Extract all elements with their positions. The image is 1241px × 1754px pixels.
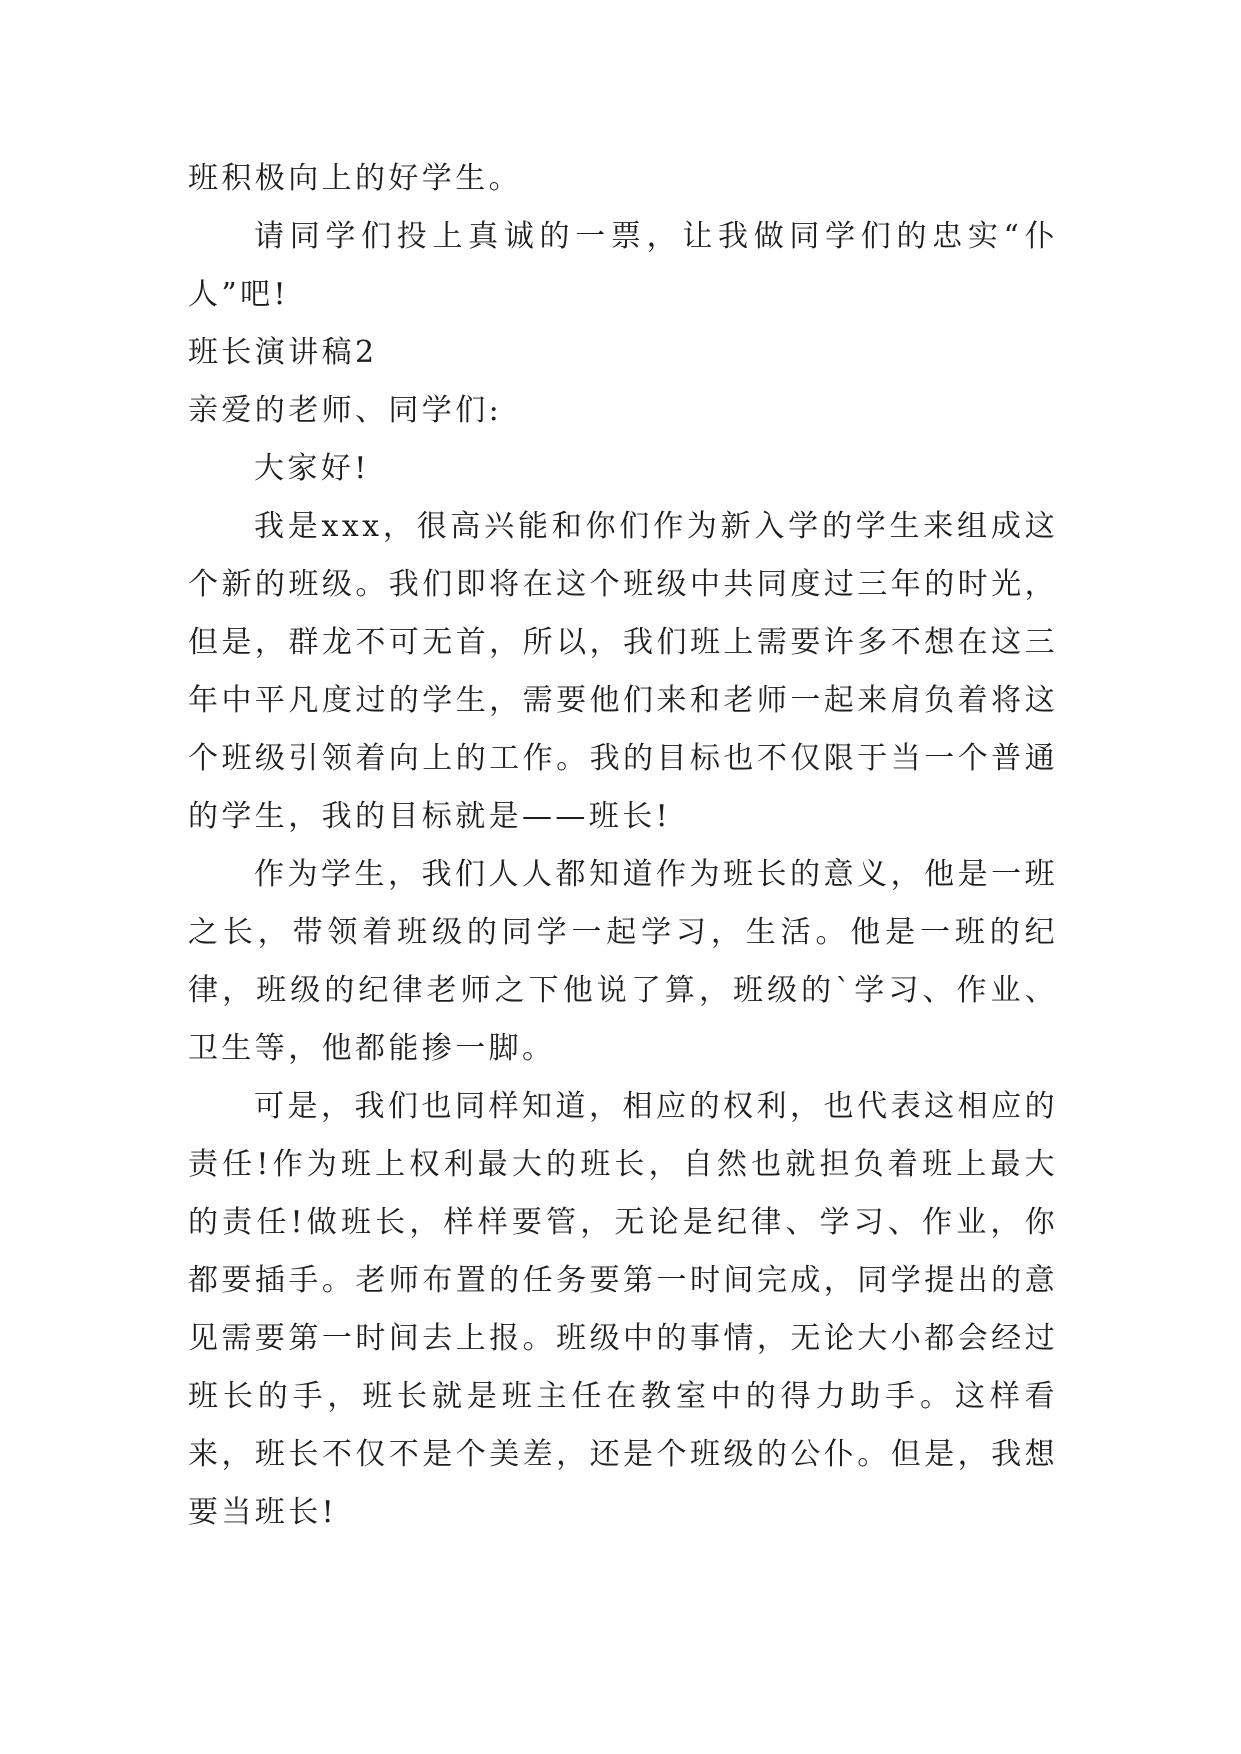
greeting: 大家好! bbox=[254, 451, 370, 486]
paragraph-intro: 我是xxx，很高兴能和你们作为新入学的学生来组成这个新的班级。我们即将在这个班级中共同度过三年的时光，但是，群龙不可无首，所以，我们班上需要许多不想在这三年中平凡度过的学生，需要他们来和老师一起来肩负着将这个班级引领着向上的工作。我的目标也不仅限于当一个普通的学生，我的目标就是——班长! bbox=[188, 509, 1058, 834]
section-title: 班长演讲稿2 bbox=[188, 335, 378, 370]
document-body bbox=[188, 150, 1058, 1542]
paragraph-1: 班积极向上的好学生。 bbox=[188, 161, 522, 196]
salutation: 亲爱的老师、同学们: bbox=[188, 393, 503, 428]
paragraph-responsibility: 可是，我们也同样知道，相应的权利，也代表这相应的责任!作为班上权利最大的班长，自然也就担负着班上最大的责任!做班长，样样要管，无论是纪律、学习、作业，你都要插手。老师布置的任务要第一时间完成，同学提出的意见需要第一时间去上报。班级中的事情，无论大小都会经过班长的手，班长就是班主任在教室中的得力助手。这样看来，班长不仅不是个美差，还是个班级的公仆。但是，我想要当班长! bbox=[188, 1089, 1058, 1530]
paragraph-meaning: 作为学生，我们人人都知道作为班长的意义，他是一班之长，带领着班级的同学一起学习，生活。他是一班的纪律，班级的纪律老师之下他说了算，班级的`学习、作业、卫生等，他都能掺一脚。 bbox=[188, 857, 1058, 1066]
paragraph-2: 请同学们投上真诚的一票，让我做同学们的忠实“仆人”吧! bbox=[188, 219, 1058, 312]
